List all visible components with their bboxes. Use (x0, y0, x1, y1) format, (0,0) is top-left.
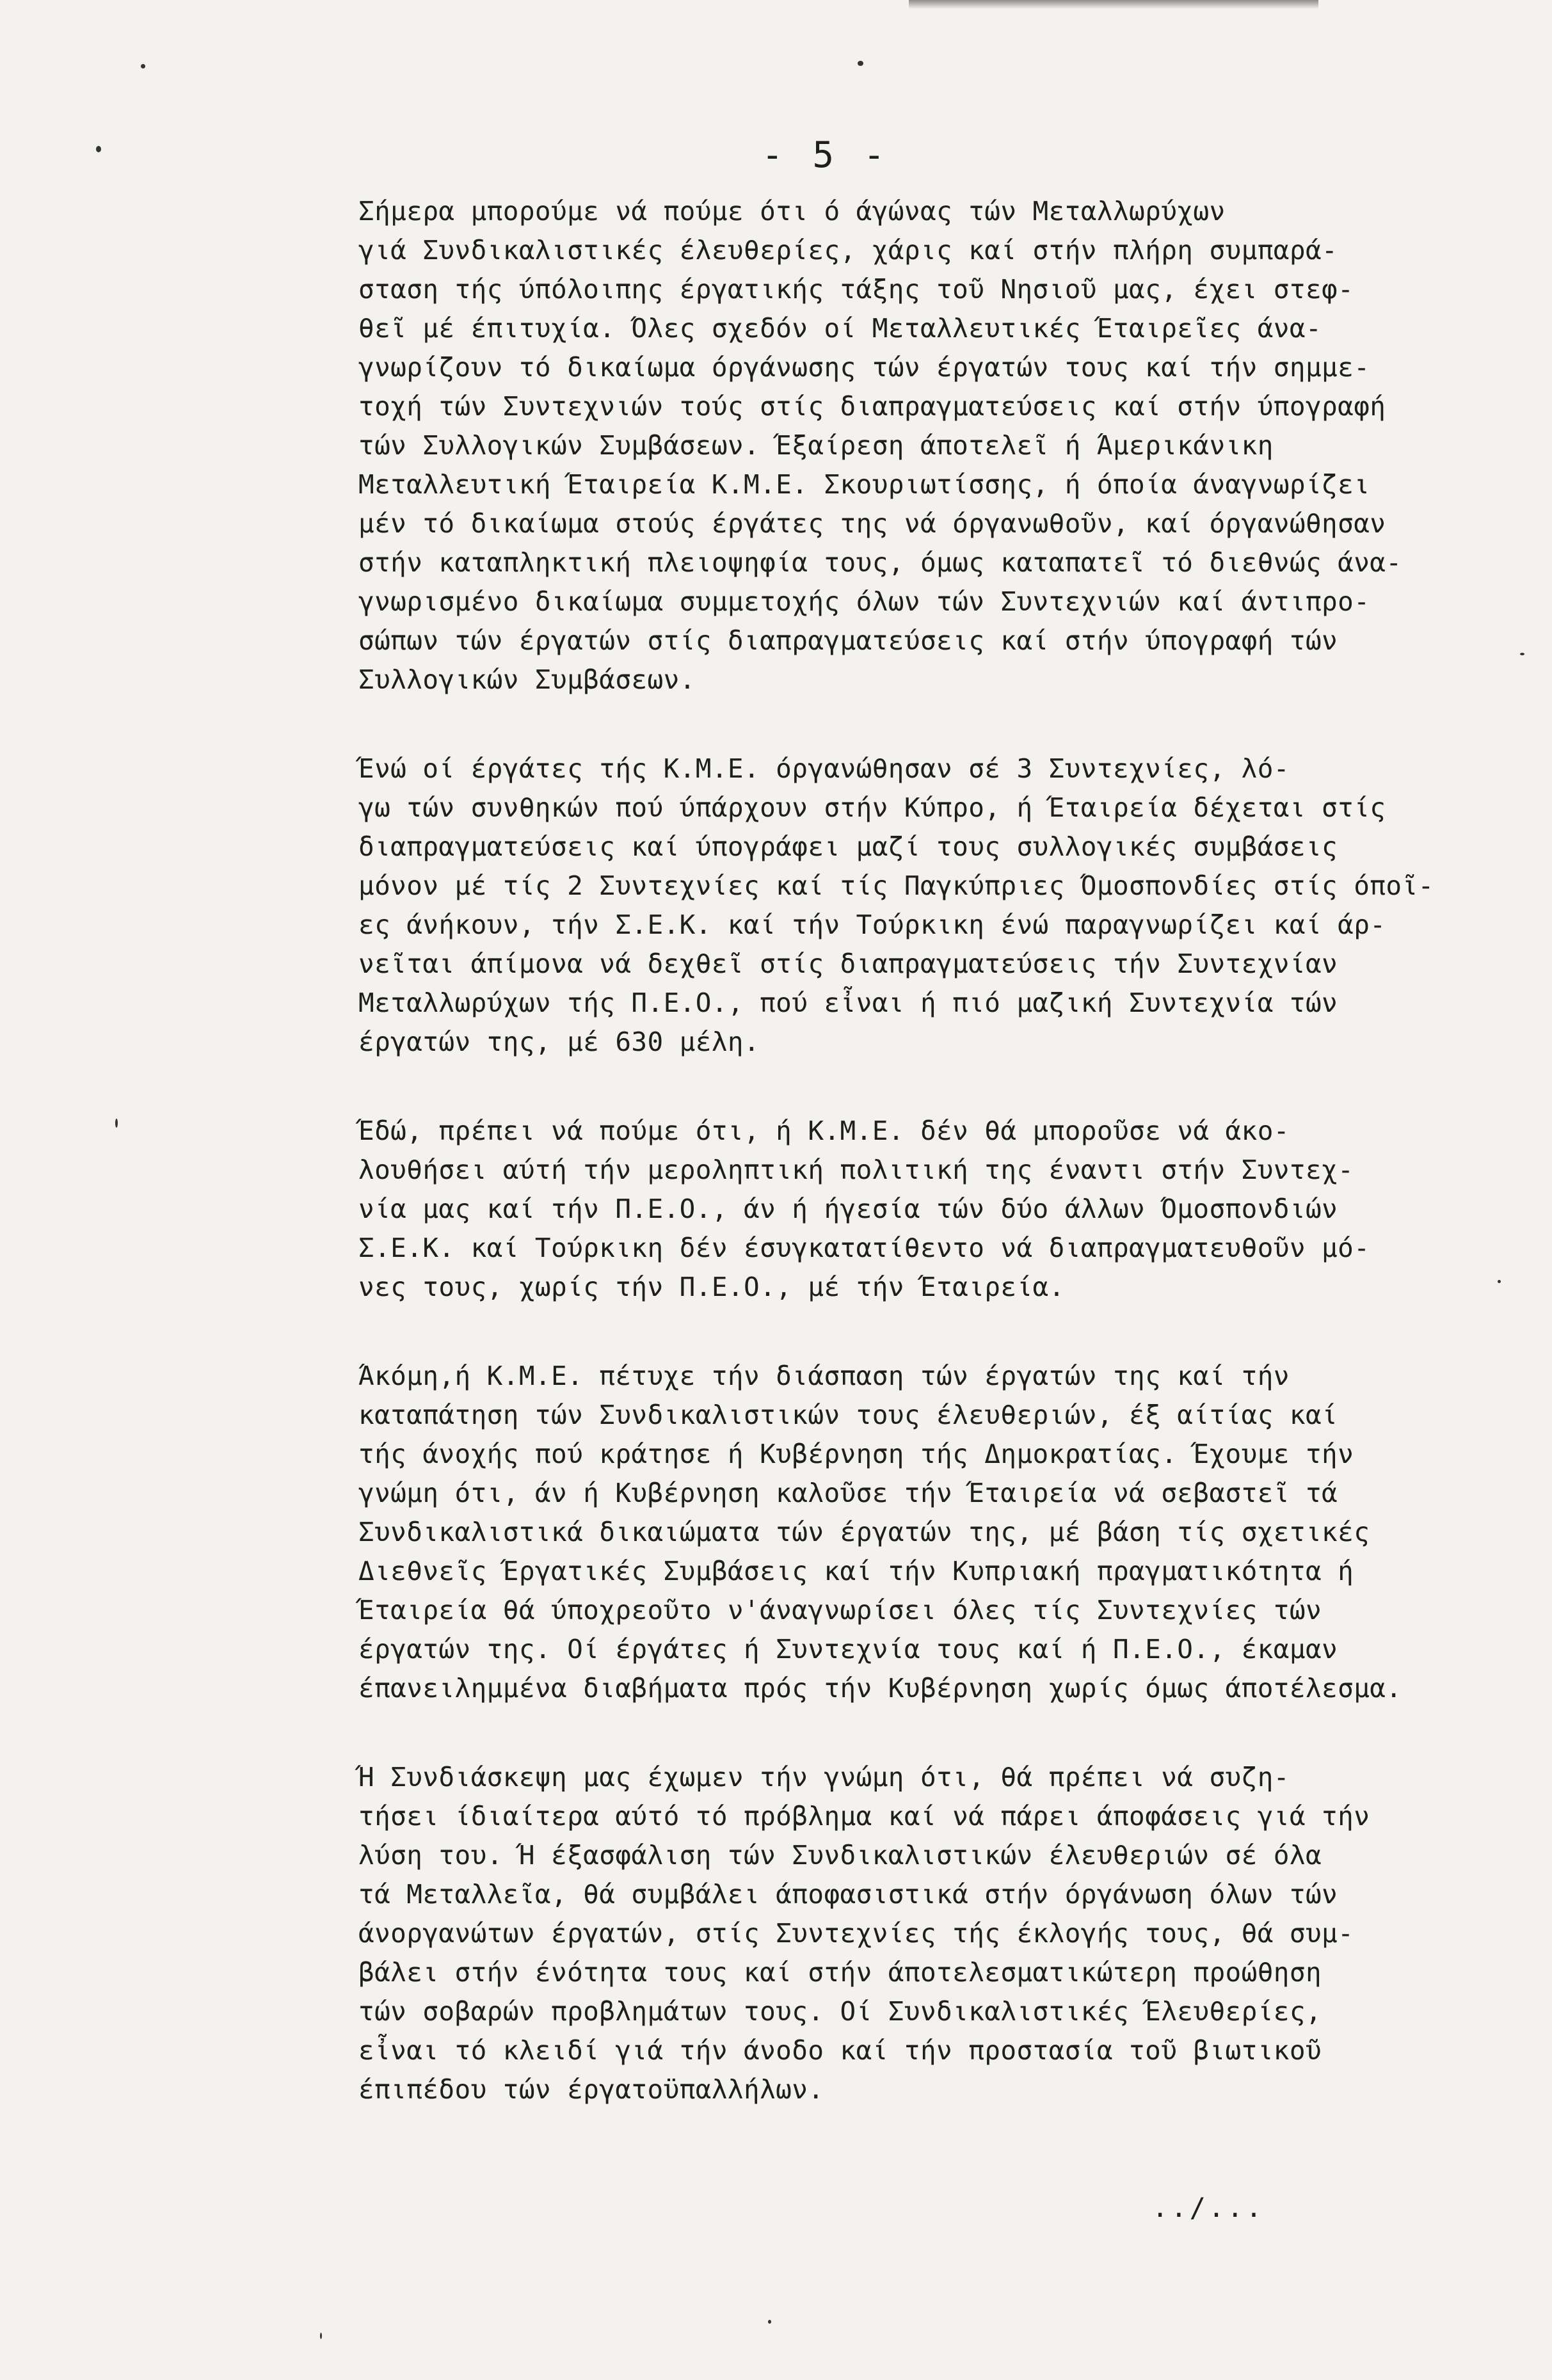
paragraph-3 (358, 1112, 1466, 1307)
text-line: Σήμερα μπορούμε νά πούμε ότι ό άγώνας τών Μεταλλωρύχων (358, 196, 1226, 227)
text-line: τήσει ίδιαίτερα αύτό τό πρόβλημα καί νά πάρει άποφάσεις γιά τήν (358, 1801, 1370, 1832)
paragraph-1 (358, 192, 1466, 699)
text-line: Έταιρεία θά ύποχρεοῦτο ν'άναγνωρίσει όλες τίς Συντεχνίες τών (358, 1595, 1322, 1625)
text-line: άνοργανώτων έργατών, στίς Συντεχνίες τής έκλογής τους, θά συμ- (358, 1918, 1354, 1949)
text-line: Συνδικαλιστικά δικαιώματα τών έργατών της, μέ βάση τίς σχετικές (358, 1517, 1370, 1547)
scan-speck (96, 146, 101, 152)
text-line: ες άνήκουν, τήν Σ.Ε.Κ. καί τήν Τούρκικη ένώ παραγνωρίζει καί άρ- (358, 909, 1386, 940)
text-line: γνώμη ότι, άν ή Κυβέρνηση καλοῦσε τήν Έταιρεία νά σεβαστεῖ τά (358, 1478, 1338, 1508)
text-line: έπανειλημμένα διαβήματα πρός τήν Κυβέρνηση χωρίς όμως άποτέλεσμα. (358, 1673, 1402, 1704)
text-line: Ένώ οί έργάτες τής Κ.Μ.Ε. όργανώθησαν σέ 3 Συντεχνίες, λό- (358, 753, 1290, 784)
text-line: τοχή τών Συντεχνιών τούς στίς διαπραγματεύσεις καί στήν ύπογραφή (358, 391, 1386, 422)
text-line: Ή Συνδιάσκεψη μας έχωμεν τήν γνώμη ότι, θά πρέπει νά συζη- (358, 1762, 1290, 1793)
text-line: έργατών της, μέ 630 μέλη. (358, 1026, 760, 1057)
paragraph-4 (358, 1357, 1466, 1708)
text-line: λουθήσει αύτή τήν μεροληπτική πολιτική της έναντι στήν Συντεχ- (358, 1154, 1354, 1185)
text-line: τά Μεταλλεῖα, θά συμβάλει άποφασιστικά στήν όργάνωση όλων τών (358, 1879, 1338, 1910)
text-line: διαπραγματεύσεις καί ύπογράφει μαζί τους συλλογικές συμβάσεις (358, 831, 1338, 862)
scan-speck (141, 64, 145, 68)
text-line: στήν καταπληκτική πλειοψηφία τους, όμως καταπατεῖ τό διεθνώς άνα- (358, 547, 1402, 578)
scan-speck (1498, 1280, 1501, 1283)
text-line: εἶναι τό κλειδί γιά τήν άνοδο καί τήν προστασία τοῦ βιωτικοῦ (358, 2035, 1322, 2066)
scan-edge-smudge (909, 0, 1318, 9)
text-line: τών Συλλογικών Συμβάσεων. Έξαίρεση άποτελεῖ ή Άμερικάνικη (358, 430, 1274, 461)
text-line: σταση τής ύπόλοιπης έργατικής τάξης τοῦ Νησιοῦ μας, έχει στεφ- (358, 274, 1354, 305)
scan-speck (320, 2333, 322, 2339)
text-line: Μεταλλευτική Έταιρεία Κ.Μ.Ε. Σκουριωτίσσης, ή όποία άναγνωρίζει (358, 469, 1370, 500)
text-line: σώπων τών έργατών στίς διαπραγματεύσεις καί στήν ύπογραφή τών (358, 625, 1338, 656)
scan-speck (858, 61, 863, 66)
document-body (358, 192, 1466, 2159)
text-line: Συλλογικών Συμβάσεων. (358, 664, 696, 695)
text-line: έπιπέδου τών έργατοϋπαλλήλων. (358, 2074, 824, 2105)
text-line: νεῖται άπίμονα νά δεχθεῖ στίς διαπραγματεύσεις τήν Συντεχνίαν (358, 948, 1338, 979)
scan-speck (115, 1119, 118, 1128)
text-line: θεῖ μέ έπιτυχία. Όλες σχεδόν οί Μεταλλευτικές Έταιρεῖες άνα- (358, 313, 1322, 344)
text-line: μέν τό δικαίωμα στούς έργάτες της νά όργανωθοῦν, καί όργανώθησαν (358, 508, 1386, 539)
page-number: - 5 - (762, 134, 889, 176)
text-line: Άκόμη,ή Κ.Μ.Ε. πέτυχε τήν διάσπαση τών έργατών της καί τήν (358, 1361, 1290, 1391)
text-line: νες τους, χωρίς τήν Π.Ε.Ο., μέ τήν Έταιρεία. (358, 1272, 1065, 1302)
scan-speck (768, 2320, 771, 2324)
text-line: έργατών της. Οί έργάτες ή Συντεχνία τους καί ή Π.Ε.Ο., έκαμαν (358, 1634, 1338, 1665)
text-line: μόνον μέ τίς 2 Συντεχνίες καί τίς Παγκύπριες Όμοσπονδίες στίς όποῖ- (358, 870, 1434, 901)
scan-speck (1520, 653, 1524, 655)
continuation-mark: ../... (1152, 2192, 1265, 2223)
text-line: γνωρίζουν τό δικαίωμα όργάνωσης τών έργατών τους καί τήν σημμε- (358, 352, 1370, 383)
text-line: Σ.Ε.Κ. καί Τούρκικη δέν έσυγκατατίθεντο νά διαπραγματευθοῦν μό- (358, 1233, 1370, 1263)
text-line: γω τών συνθηκών πού ύπάρχουν στήν Κύπρο, ή Έταιρεία δέχεται στίς (358, 792, 1386, 823)
text-line: Μεταλλωρύχων τής Π.Ε.Ο., πού εἶναι ή πιό μαζική Συντεχνία τών (358, 987, 1338, 1018)
text-line: νία μας καί τήν Π.Ε.Ο., άν ή ήγεσία τών δύο άλλων Όμοσπονδιών (358, 1194, 1338, 1224)
paragraph-2 (358, 749, 1466, 1062)
text-line: Διεθνεῖς Έργατικές Συμβάσεις καί τήν Κυπριακή πραγματικότητα ή (358, 1556, 1354, 1586)
text-line: τών σοβαρών προβλημάτων τους. Οί Συνδικαλιστικές Έλευθερίες, (358, 1996, 1322, 2027)
text-line: τής άνοχής πού κράτησε ή Κυβέρνηση τής Δημοκρατίας. Έχουμε τήν (358, 1439, 1354, 1469)
text-line: καταπάτηση τών Συνδικαλιστικών τους έλευθεριών, έξ αίτίας καί (358, 1400, 1338, 1430)
paragraph-5 (358, 1758, 1466, 2109)
text-line: γιά Συνδικαλιστικές έλευθερίες, χάρις καί στήν πλήρη συμπαρά- (358, 235, 1338, 266)
text-line: γνωρισμένο δικαίωμα συμμετοχής όλων τών Συντεχνιών καί άντιπρο- (358, 586, 1370, 617)
text-line: λύση του. Ή έξασφάλιση τών Συνδικαλιστικών έλευθεριών σέ όλα (358, 1840, 1322, 1871)
text-line: Έδώ, πρέπει νά πούμε ότι, ή Κ.Μ.Ε. δέν θά μποροῦσε νά άκο- (358, 1115, 1290, 1146)
text-line: βάλει στήν ένότητα τους καί στήν άποτελεσματικώτερη προώθηση (358, 1957, 1322, 1988)
